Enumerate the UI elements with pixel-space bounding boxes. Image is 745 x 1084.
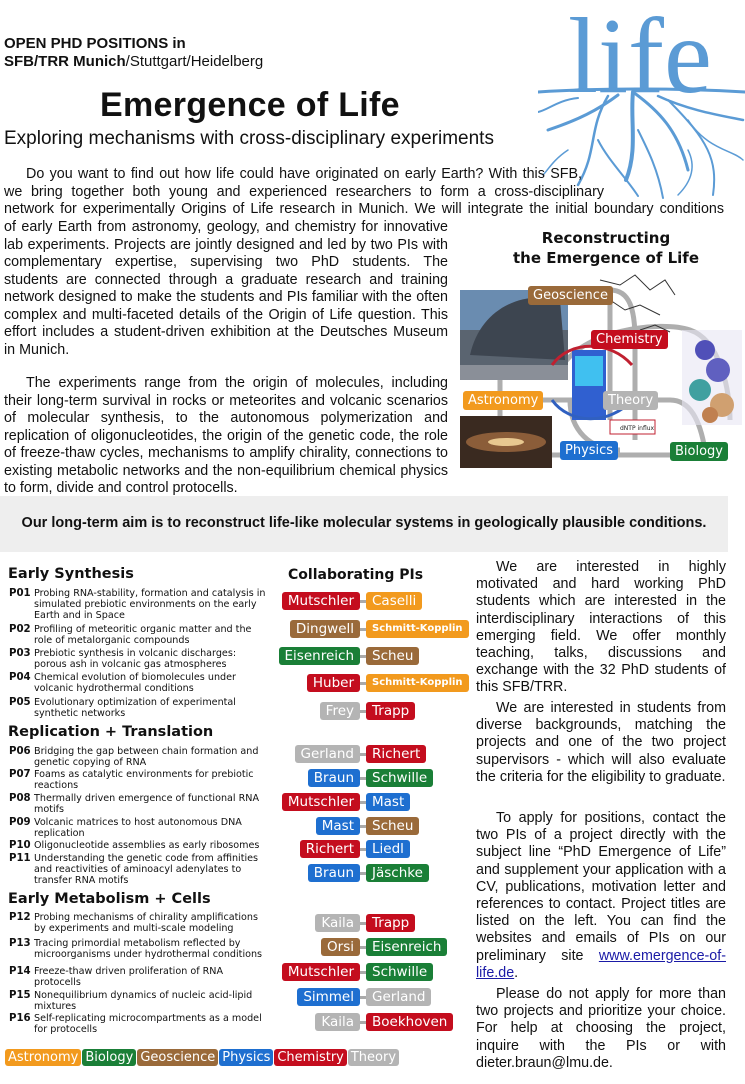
project-title: Foams as catalytic environments for prebiotic reactions — [34, 769, 254, 791]
pi-badge-geoscience: Scheu — [366, 647, 419, 665]
diagram-label-geoscience: Geoscience — [528, 286, 613, 305]
project-id: P16 — [9, 1013, 31, 1024]
diagram-label-biology: Biology — [670, 442, 728, 461]
pi-badge-geoscience: Orsi — [321, 938, 360, 956]
header-line-1: OPEN PHD POSITIONS in — [4, 35, 186, 52]
project-title: Tracing primordial metabolism reflected by microorganisms under hydrothermal conditions — [34, 938, 263, 960]
diagram-label-astronomy: Astronomy — [463, 391, 543, 410]
header-sfb-munich: SFB/TRR Munich — [4, 53, 126, 70]
project-id: P01 — [9, 588, 31, 599]
project-item-p09 — [9, 817, 271, 839]
intro-line-2: we bring together both young and experienced researchers to form a cross-disciplinary — [4, 183, 604, 200]
pi-badge-physics: Simmel — [297, 988, 360, 1006]
pi-badge-biology: Eisenreich — [366, 938, 447, 956]
collaborating-pis-title: Collaborating PIs — [288, 567, 424, 583]
pi-badge-chemistry: Richert — [366, 745, 426, 763]
pi-badge-theory: Kaila — [315, 914, 360, 932]
dntp-influx-annotation: dNTP influx — [620, 425, 655, 432]
project-id: P05 — [9, 697, 31, 708]
intro-line-3: network for experimentally Origins of Life research in Munich. We will integrate the initial boundary conditions — [4, 201, 724, 217]
project-item-p13 — [9, 938, 271, 960]
pi-badge-chemistry: Mutschler — [282, 793, 360, 811]
pi-badge-theory: Gerland — [295, 745, 360, 763]
pi-badge-chemistry: Richert — [300, 840, 360, 858]
pi-badge-biology: Schwille — [366, 769, 433, 787]
section-title-early-metabolism-cells: Early Metabolism + Cells — [8, 891, 211, 907]
apply-text-end: . — [514, 964, 519, 981]
project-item-p07 — [9, 769, 271, 791]
project-item-p15 — [9, 990, 271, 1012]
section-title-early-synthesis: Early Synthesis — [8, 566, 134, 582]
pi-badge-chemistry: Trapp — [366, 914, 415, 932]
project-title: Evolutionary optimization of experimental synthetic networks — [34, 697, 236, 719]
logo-text: life — [568, 0, 712, 116]
pi-badge-chemistry: Trapp — [366, 702, 415, 720]
pi-pair-p12 — [260, 914, 470, 933]
aim-statement: Our long-term aim is to reconstruct life-like molecular systems in geologically plausible conditions. — [21, 515, 707, 531]
diagram-label-physics: Physics — [560, 441, 618, 460]
pi-badge-geoscience: Scheu — [366, 817, 419, 835]
project-item-p05 — [9, 697, 271, 719]
project-item-p03 — [9, 648, 271, 670]
header-line-2 — [4, 52, 263, 71]
pi-badge-physics: Liedl — [366, 840, 410, 858]
project-item-p10 — [9, 840, 271, 851]
discipline-legend — [5, 1048, 400, 1066]
project-title: Probing mechanisms of chirality amplifications by experiments and multi-scale modeling — [34, 912, 258, 934]
legend-item-theory: Theory — [348, 1049, 399, 1066]
project-id: P08 — [9, 793, 31, 804]
pi-badge-chemistry: Huber — [307, 674, 360, 692]
project-id: P02 — [9, 624, 31, 635]
diagram-title-line-1: Reconstructing — [541, 229, 671, 247]
pi-badge-astronomy: Schmitt-Kopplin — [366, 674, 469, 692]
apply-text: To apply for positions, contact the two PIs of a project directly with the subject line “PhD Emergence of Life” and supplement your application with a CV, publications, motivation letter and references to contact. Project titles are listed on the left. You can find the websites and emails of PIs on our preliminary site — [476, 810, 726, 964]
project-title: Prebiotic synthesis in volcanic discharges: porous ash in volcanic gas atmospheres — [34, 648, 237, 670]
info-paragraph-backgrounds: We are interested in students from diverse backgrounds, matching the projects and one of the two project supervisors - which will also evaluate the criteria for the eligibility to graduate. — [476, 700, 726, 785]
project-id: P10 — [9, 840, 31, 851]
project-id: P14 — [9, 966, 31, 977]
info-paragraph-limits: Please do not apply for more than two projects and prioritize your choice. For help at choosing the project, inquire with the PIs or with dieter.braun@lmu.de. — [476, 986, 726, 1071]
project-id: P04 — [9, 672, 31, 683]
project-id: P09 — [9, 817, 31, 828]
intro-paragraph-top — [4, 166, 724, 219]
legend-item-astronomy: Astronomy — [5, 1049, 81, 1066]
aim-banner — [0, 496, 728, 552]
legend-item-chemistry: Chemistry — [274, 1049, 347, 1066]
pi-badge-chemistry: Boekhoven — [366, 1013, 453, 1031]
project-title: Self-replicating microcompartments as a model for protocells — [34, 1013, 262, 1035]
website-link[interactable]: www.emergence-of-life.de — [476, 947, 726, 981]
pi-pair-p14 — [260, 963, 470, 982]
project-item-p14 — [9, 966, 271, 988]
pi-badge-theory: Gerland — [366, 988, 431, 1006]
pi-badge-physics: Mast — [316, 817, 360, 835]
project-item-p06 — [9, 746, 271, 768]
legend-item-geoscience: Geoscience — [137, 1049, 218, 1066]
project-item-p02 — [9, 624, 271, 646]
project-id: P03 — [9, 648, 31, 659]
section-title-replication-translation: Replication + Translation — [8, 724, 214, 740]
pi-badge-astronomy: Schmitt-Kopplin — [366, 620, 469, 638]
pi-badge-geoscience: Dingwell — [290, 620, 360, 638]
pi-badge-chemistry: Mutschler — [282, 592, 360, 610]
intro-paragraph: of early Earth from astronomy, geology, and chemistry for innovative lab experiments. Projects are jointly designed and led by two PIs with complementary expertise, supervising two PhD students. The students are connected through a graduate research and training network designed to make the students and PIs familiar with the often complex and multi-faceted details of the Origin of Life question. This effort includes a student-driven exhibition at the Deutsches Museum in Munich. — [4, 219, 448, 358]
pi-badge-astronomy: Caselli — [366, 592, 422, 610]
project-title: Thermally driven emergence of functional RNA motifs — [34, 793, 260, 815]
pi-badge-chemistry: Mutschler — [282, 963, 360, 981]
legend-item-physics: Physics — [219, 1049, 273, 1066]
pi-pair-p01 — [260, 592, 470, 611]
pi-pair-p05 — [260, 702, 470, 721]
project-item-p11 — [9, 853, 271, 886]
diagram-label-theory: Theory — [603, 391, 658, 410]
project-title: Profiling of meteoritic organic matter and the role of metalorganic compounds — [34, 624, 252, 646]
project-id: P13 — [9, 938, 31, 949]
project-id: P12 — [9, 912, 31, 923]
project-id: P11 — [9, 853, 31, 864]
pi-pair-p02 — [260, 620, 470, 639]
project-id: P15 — [9, 990, 31, 1001]
pi-badge-biology: Schwille — [366, 963, 433, 981]
project-title: Nonequilibrium dynamics of nucleic acid-lipid mixtures — [34, 990, 253, 1012]
page-title: Emergence of Life — [100, 86, 400, 124]
experiments-paragraph: The experiments range from the origin of molecules, including their long-term survival in rocks or meteorites and volcanic scenarios of molecular synthesis, to the autonomous polymerization and replication of oligonucleotides, the origin of the genetic code, the role of freeze-thaw cycles, mechanisms to amplify chirality, connections to existing metabolic networks and the non-equilibrium chemical physics to form, divide and control protocells. — [4, 375, 448, 496]
pi-badge-physics: Mast — [366, 793, 410, 811]
info-paragraph-motivation: We are interested in highly motivated and hard working PhD students which are interested in the interdisciplinary interactions of this emerging field. We offer monthly teaching, talks, discussions and exchange with the 32 PhD students of this SFB/TRR. — [476, 559, 726, 696]
pi-pair-p07 — [260, 769, 470, 788]
emergence-diagram — [460, 226, 742, 468]
pi-badge-biology: Eisenreich — [279, 647, 360, 665]
pi-pair-p06 — [260, 745, 470, 764]
project-item-p12 — [9, 912, 271, 934]
pi-pair-p10 — [260, 840, 470, 859]
intro-line-1: Do you want to find out how life could have originated on early Earth? With this SFB, — [26, 166, 582, 182]
project-id: P06 — [9, 746, 31, 757]
project-title: Understanding the genetic code from affinities and reactivities of aminoacyl adenylates to transfer RNA motifs — [34, 853, 259, 886]
pi-pair-p03 — [260, 647, 470, 666]
pi-pair-p11 — [260, 864, 470, 883]
project-title: Freeze-thaw driven proliferation of RNA protocells — [34, 966, 224, 988]
project-title: Oligonucleotide assemblies as early ribosomes — [34, 840, 260, 851]
pi-pair-p15 — [260, 988, 470, 1007]
project-title: Chemical evolution of biomolecules under volcanic hydrothermal conditions — [34, 672, 236, 694]
project-item-p01 — [9, 588, 271, 621]
pi-badge-theory: Frey — [320, 702, 360, 720]
pi-badge-physics: Braun — [308, 864, 360, 882]
project-title: Probing RNA-stability, formation and catalysis in simulated prebiotic environments on the early Earth and in Space — [34, 588, 266, 621]
legend-item-biology: Biology — [82, 1049, 136, 1066]
pi-pair-p09 — [260, 817, 470, 836]
page-subtitle: Exploring mechanisms with cross-disciplinary experiments — [4, 128, 494, 149]
pi-badge-physics: Braun — [308, 769, 360, 787]
pi-pair-p08 — [260, 793, 470, 812]
project-title: Bridging the gap between chain formation and genetic copying of RNA — [34, 746, 259, 768]
project-item-p08 — [9, 793, 271, 815]
diagram-label-chemistry: Chemistry — [591, 330, 668, 349]
diagram-title-line-2: the Emergence of Life — [512, 249, 700, 267]
project-item-p16 — [9, 1013, 271, 1035]
diagram-title — [460, 228, 745, 268]
pi-badge-theory: Kaila — [315, 1013, 360, 1031]
pi-pair-p13 — [260, 938, 470, 957]
header-locations: /Stuttgart/Heidelberg — [125, 53, 264, 70]
project-title: Volcanic matrices to host autonomous DNA replication — [34, 817, 242, 839]
pi-pair-p16 — [260, 1013, 470, 1032]
pi-pair-p04 — [260, 674, 470, 693]
project-item-p04 — [9, 672, 271, 694]
pi-badge-biology: Jäschke — [366, 864, 429, 882]
info-paragraph-apply — [476, 810, 726, 982]
project-id: P07 — [9, 769, 31, 780]
